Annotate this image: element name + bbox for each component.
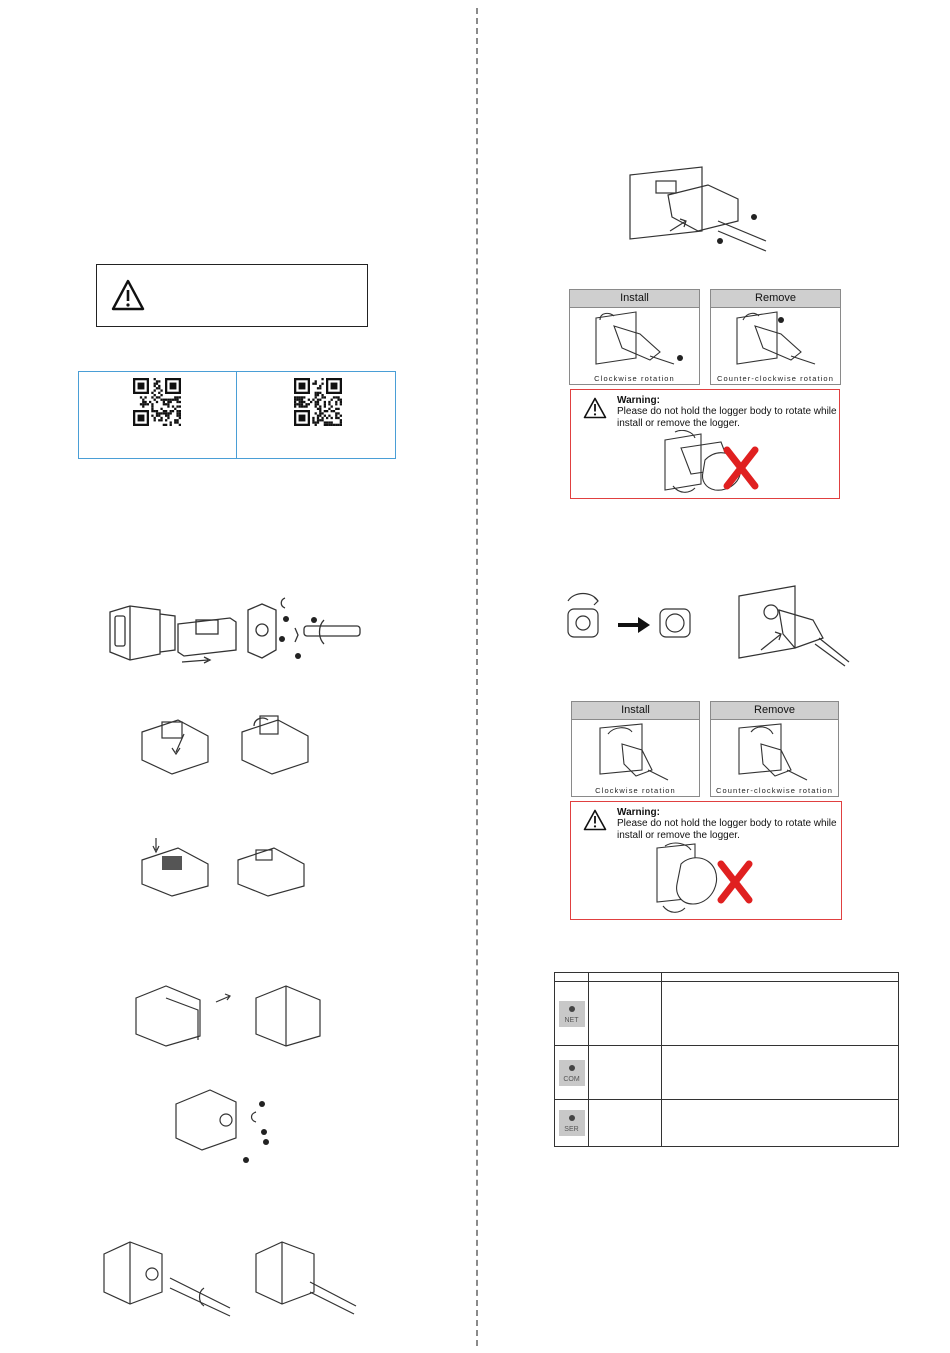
table-row	[555, 982, 899, 1046]
warning-1-text: Please do not hold the logger body to rotate while install or remove the logger.	[617, 406, 837, 429]
net-led-icon: NET	[559, 1001, 585, 1027]
warning-box-1	[570, 389, 840, 499]
hand-rotate-wrong-illustration	[661, 430, 761, 496]
warning-box-2	[570, 801, 842, 920]
caution-box	[96, 264, 368, 327]
qr-code-right[interactable]	[294, 378, 342, 426]
warning-2-text: Please do not hold the logger body to rotate while install or remove the logger.	[617, 818, 837, 841]
remove-panel-1-head: Remove	[711, 290, 840, 308]
install-panel-1-caption: Clockwise rotation	[594, 374, 675, 383]
card-insert-illustration	[138, 830, 318, 900]
module-slide-illustration	[130, 978, 330, 1048]
logger-disassembly-illustration	[100, 590, 380, 670]
ser-led-icon: SER	[559, 1110, 585, 1136]
wall-mount-illustration	[628, 165, 778, 257]
cover-open-illustration	[138, 712, 318, 782]
warning-triangle-icon	[111, 279, 145, 311]
remove-illustration-2	[711, 720, 838, 782]
hand-rotate-wrong-illustration	[651, 842, 761, 918]
install-panel-1-head: Install	[570, 290, 699, 308]
qr-box-divider	[236, 372, 237, 458]
led-table-header-row	[555, 973, 899, 982]
install-illustration-2	[572, 720, 699, 782]
warning-2-title: Warning:	[617, 807, 660, 818]
install-panel-2	[571, 701, 700, 797]
table-row	[555, 1100, 899, 1147]
qr-code-box	[78, 371, 396, 459]
cable-connect-illustration	[100, 1232, 370, 1322]
remove-illustration-1	[711, 308, 840, 370]
x-mark-icon	[721, 864, 749, 900]
com-led-icon: COM	[559, 1060, 585, 1086]
table-row	[555, 1046, 899, 1100]
column-divider	[476, 8, 478, 1346]
antenna-mount-illustration	[735, 582, 855, 668]
remove-panel-2	[710, 701, 839, 797]
screw-fix-illustration	[170, 1080, 280, 1170]
remove-panel-2-caption: Counter-clockwise rotation	[716, 786, 833, 795]
led-indicator-table	[554, 972, 899, 1147]
install-panel-2-caption: Clockwise rotation	[595, 786, 676, 795]
remove-panel-2-head: Remove	[711, 702, 838, 720]
install-illustration-1	[570, 308, 699, 370]
warning-triangle-icon	[583, 397, 607, 419]
install-panel-1	[569, 289, 700, 385]
warning-triangle-icon	[583, 809, 607, 831]
install-panel-2-head: Install	[572, 702, 699, 720]
qr-code-left[interactable]	[133, 378, 181, 426]
remove-panel-1-caption: Counter-clockwise rotation	[717, 374, 834, 383]
cap-remove-illustration	[560, 585, 710, 645]
warning-1-title: Warning:	[617, 395, 660, 406]
remove-panel-1	[710, 289, 841, 385]
